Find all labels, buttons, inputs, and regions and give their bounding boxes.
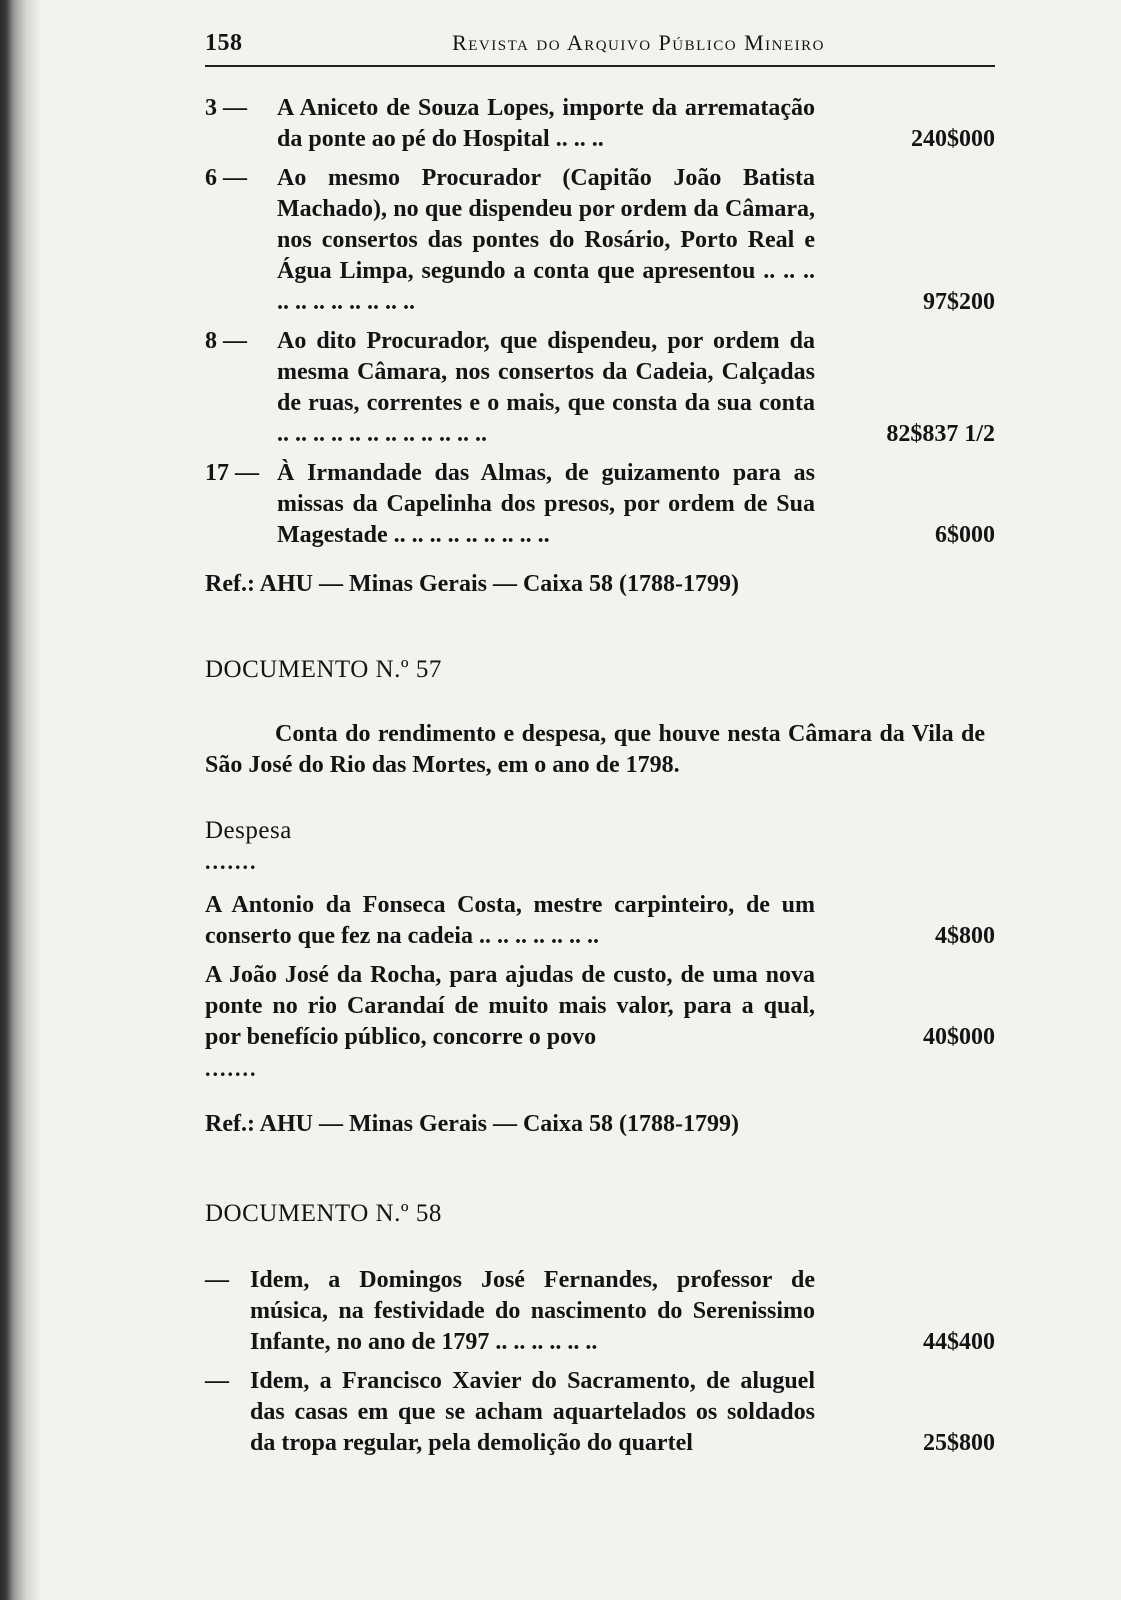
entry-day: 17 — xyxy=(205,460,259,486)
expense-entry xyxy=(205,326,995,450)
document-title: DOCUMENTO N.º 57 xyxy=(205,656,442,683)
entry-day: 6 — xyxy=(205,165,247,191)
expense-entry xyxy=(205,1265,995,1358)
omission-marker: ....... xyxy=(205,849,258,874)
entry-amount: 25$800 xyxy=(923,1430,995,1456)
entry-text: A João José da Rocha, para ajudas de custo, de uma nova ponte no rio Carandaí de muito mais valor, para a qual, por benefício público, concorre o povo xyxy=(205,962,815,1050)
entry-text: Idem, a Francisco Xavier do Sacramento, de aluguel das casas em que se acham aquartelados os soldados da tropa regular, pela demolição do quartel xyxy=(250,1368,815,1456)
document-intro: Conta do rendimento e despesa, que houve nesta Câmara da Vila de São José do Rio das Mortes, em o ano de 1798. xyxy=(205,721,985,778)
entry-day: 3 — xyxy=(205,95,247,121)
entry-text: Ao dito Procurador, que dispendeu, por ordem da mesma Câmara, nos consertos da Cadeia, Calçadas de ruas, correntes e o mais, que consta da sua conta .. .. .. .. .. .. .. .. .. .. .. .. xyxy=(277,328,815,447)
expense-entry xyxy=(205,960,995,1053)
expense-entry xyxy=(205,890,995,952)
page-header xyxy=(205,30,995,67)
entry-dash: — xyxy=(205,1368,229,1394)
entry-amount: 40$000 xyxy=(923,1024,995,1050)
expense-entry xyxy=(205,93,995,155)
omission-marker: ....... xyxy=(205,1056,258,1081)
expense-entry xyxy=(205,1366,995,1459)
entry-text: Ao mesmo Procurador (Capitão João Batista Machado), no que dispendeu por ordem da Câmara, nos consertos das pontes do Rosário, Porto Real e Água Limpa, segundo a conta que apresentou .. .. .. .. .. .. .. .. .. .. .. xyxy=(277,165,815,315)
entry-text: À Irmandade das Almas, de guizamento para as missas da Capelinha dos presos, por ordem de Sua Magestade .. .. .. .. .. .. .. .. .. xyxy=(277,460,815,548)
expense-entry xyxy=(205,458,995,551)
entry-amount: 6$000 xyxy=(935,522,995,548)
expense-list-doc57 xyxy=(205,890,995,1053)
document-page xyxy=(205,30,995,1459)
entry-amount: 4$800 xyxy=(935,923,995,949)
reference-line: Ref.: AHU — Minas Gerais — Caixa 58 (1788-1799) xyxy=(205,1111,739,1137)
entry-amount: 44$400 xyxy=(923,1329,995,1355)
running-head: Revista do Arquivo Público Mineiro xyxy=(452,30,825,55)
entry-amount: 82$837 1/2 xyxy=(886,421,995,447)
expense-entry xyxy=(205,163,995,318)
entry-text: Idem, a Domingos José Fernandes, professor de música, na festividade do nascimento do Serenissimo Infante, no ano de 1797 .. .. .. .. .. .. xyxy=(250,1267,815,1355)
expense-list-doc58 xyxy=(205,1265,995,1459)
book-binding-edge xyxy=(0,0,40,1600)
entry-dash: — xyxy=(205,1267,229,1293)
entry-amount: 240$000 xyxy=(911,126,995,152)
entry-day: 8 — xyxy=(205,328,247,354)
page-number: 158 xyxy=(205,30,243,56)
expense-list-top xyxy=(205,93,995,551)
section-heading: Despesa xyxy=(205,817,292,844)
reference-line: Ref.: AHU — Minas Gerais — Caixa 58 (1788-1799) xyxy=(205,571,739,597)
entry-text: A Antonio da Fonseca Costa, mestre carpinteiro, de um conserto que fez na cadeia .. .. .. .. .. .. .. xyxy=(205,892,815,949)
entry-text: A Aniceto de Souza Lopes, importe da arrematação da ponte ao pé do Hospital .. .. .. xyxy=(277,95,815,152)
document-title: DOCUMENTO N.º 58 xyxy=(205,1200,442,1227)
entry-amount: 97$200 xyxy=(923,289,995,315)
